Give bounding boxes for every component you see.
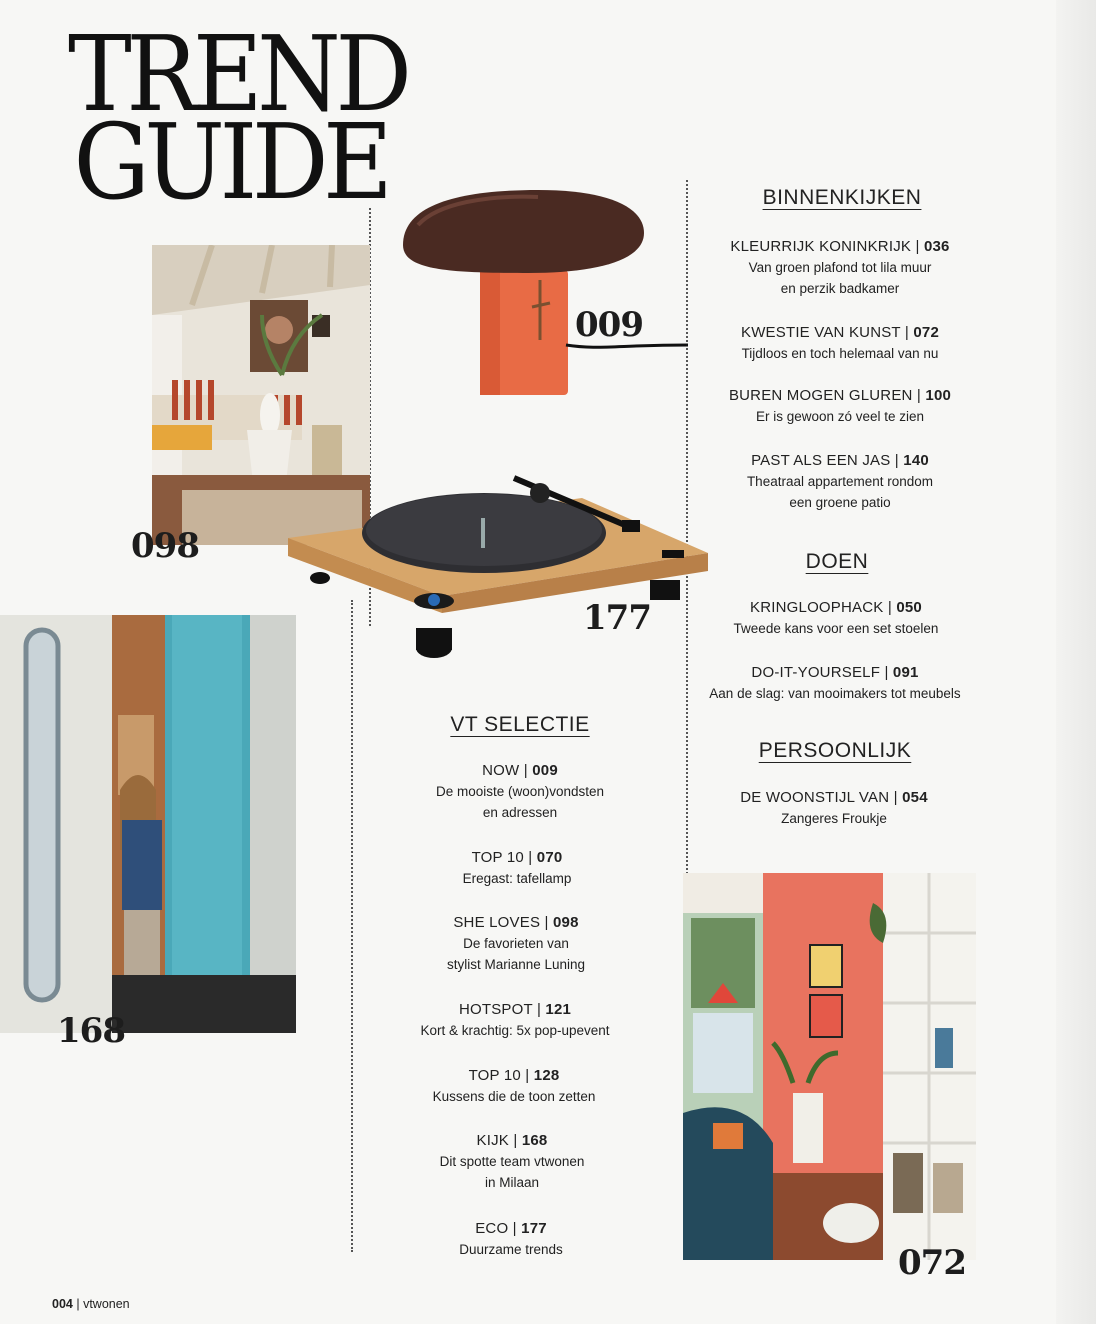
entry-page: 091 — [892, 664, 919, 681]
page-footer: 004 | vtwonen — [52, 1297, 130, 1311]
entry-desc: De mooiste (woon)vondsten — [435, 784, 605, 799]
entry-desc: Zangeres Froukje — [781, 811, 887, 826]
coral-room-photo — [683, 873, 976, 1260]
entry-page: 140 — [903, 452, 929, 469]
toc-entry: KWESTIE VAN KUNST | 072 Tijdloos en toch helemaal van nu — [700, 322, 980, 364]
entry-desc: Eregast: tafellamp — [462, 871, 572, 886]
toc-entry: SHE LOVES | 098 De favorieten van stylist Marianne Luning — [376, 912, 656, 975]
entry-desc: Van groen plafond tot lila muur — [748, 260, 932, 275]
entry-desc: Theatraal appartement rondom — [746, 474, 934, 489]
section-heading-persoonlijk: PERSOONLIJK — [758, 739, 912, 762]
entry-page: 100 — [925, 387, 952, 404]
entry-desc: een groene patio — [789, 495, 891, 510]
dotted-divider-left-lower — [351, 600, 353, 1252]
entry-title: PAST ALS EEN JAS — [751, 452, 891, 469]
entry-page: 128 — [533, 1067, 560, 1084]
toc-entry: PAST ALS EEN JAS | 140 Theatraal appartement rondom een groene patio — [700, 450, 980, 513]
toc-entry: KIJK | 168 Dit spotte team vtwonen in Milaan — [372, 1130, 652, 1193]
page-title — [68, 13, 407, 223]
entry-title: BUREN MOGEN GLUREN — [728, 387, 913, 404]
entry-page: 168 — [521, 1132, 548, 1149]
door-photo — [0, 615, 296, 1033]
entry-title: TOP 10 — [468, 1067, 521, 1084]
entry-desc: Er is gewoon zó veel te zien — [755, 409, 925, 424]
entry-page: 009 — [532, 762, 558, 779]
entry-title: KWESTIE VAN KUNST — [740, 324, 901, 341]
turntable-image — [282, 468, 712, 668]
entry-desc: Tweede kans voor een set stoelen — [733, 621, 939, 636]
toc-entry: ECO | 177 Duurzame trends — [371, 1218, 651, 1260]
table-lamp-image — [398, 185, 688, 400]
entry-title: TOP 10 — [471, 849, 524, 866]
entry-desc: en perzik badkamer — [780, 281, 900, 296]
entry-title: SHE LOVES — [453, 914, 541, 931]
toc-entry: KLEURRIJK KONINKRIJK | 036 Van groen plafond tot lila muur en perzik badkamer — [700, 236, 980, 299]
entry-page: 098 — [553, 914, 579, 931]
entry-desc: Kort & krachtig: 5x pop-upevent — [420, 1023, 610, 1038]
entry-page: 072 — [913, 324, 940, 341]
toc-entry: KRINGLOOPHACK | 050 Tweede kans voor een set stoelen — [696, 597, 976, 639]
image-number-interior: 098 — [131, 526, 199, 566]
section-heading-doen: DOEN — [805, 550, 869, 573]
title-line-2: GUIDE — [73, 101, 388, 223]
entry-page: 054 — [902, 789, 928, 806]
entry-title: KIJK — [476, 1132, 509, 1149]
entry-title: KLEURRIJK KONINKRIJK — [730, 238, 912, 255]
toc-entry: DO-IT-YOURSELF | 091 Aan de slag: van mooimakers tot meubels — [690, 662, 980, 704]
toc-entry: TOP 10 | 128 Kussens die de toon zetten — [374, 1065, 654, 1107]
toc-entry: NOW | 009 De mooiste (woon)vondsten en adressen — [380, 760, 660, 823]
entry-title: DE WOONSTIJL VAN — [740, 789, 890, 806]
entry-desc: Dit spotte team vtwonen — [439, 1154, 585, 1169]
entry-desc: stylist Marianne Luning — [446, 957, 586, 972]
title-line-1: TREND — [68, 13, 407, 135]
entry-desc: Kussens die de toon zetten — [432, 1089, 596, 1104]
entry-title: HOTSPOT — [458, 1001, 533, 1018]
entry-title: KRINGLOOPHACK — [750, 599, 884, 616]
entry-title: NOW — [482, 762, 520, 779]
toc-entry: TOP 10 | 070 Eregast: tafellamp — [377, 847, 657, 889]
entry-desc: Aan de slag: van mooimakers tot meubels — [709, 686, 961, 701]
footer-brand: vtwonen — [83, 1297, 130, 1311]
image-number-room: 072 — [898, 1243, 966, 1283]
image-number-door: 168 — [57, 1011, 125, 1051]
entry-page: 050 — [896, 599, 922, 616]
entry-title: DO-IT-YOURSELF — [751, 664, 881, 681]
toc-entry: HOTSPOT | 121 Kort & krachtig: 5x pop-upevent — [375, 999, 655, 1041]
entry-title: ECO — [475, 1220, 509, 1237]
entry-page: 036 — [923, 238, 950, 255]
section-heading-vt-selectie: VT SELECTIE — [450, 713, 590, 736]
entry-page: 121 — [545, 1001, 572, 1018]
section-heading-binnenkijken: BINNENKIJKEN — [762, 186, 922, 209]
image-number-lamp: 009 — [575, 305, 643, 345]
toc-entry: BUREN MOGEN GLUREN | 100 Er is gewoon zó veel te zien — [700, 385, 980, 427]
entry-page: 177 — [521, 1220, 547, 1237]
entry-desc: De favorieten van — [463, 936, 569, 951]
entry-desc: Tijdloos en toch helemaal van nu — [741, 346, 939, 361]
entry-desc: Duurzame trends — [459, 1242, 563, 1257]
toc-entry: DE WOONSTIJL VAN | 054 Zangeres Froukje — [694, 787, 974, 829]
entry-desc: in Milaan — [484, 1175, 540, 1190]
entry-desc: en adressen — [482, 805, 558, 820]
footer-page-number: 004 — [52, 1297, 73, 1311]
image-number-turntable: 177 — [583, 598, 651, 638]
entry-page: 070 — [536, 849, 563, 866]
page-edge — [1056, 0, 1096, 1324]
